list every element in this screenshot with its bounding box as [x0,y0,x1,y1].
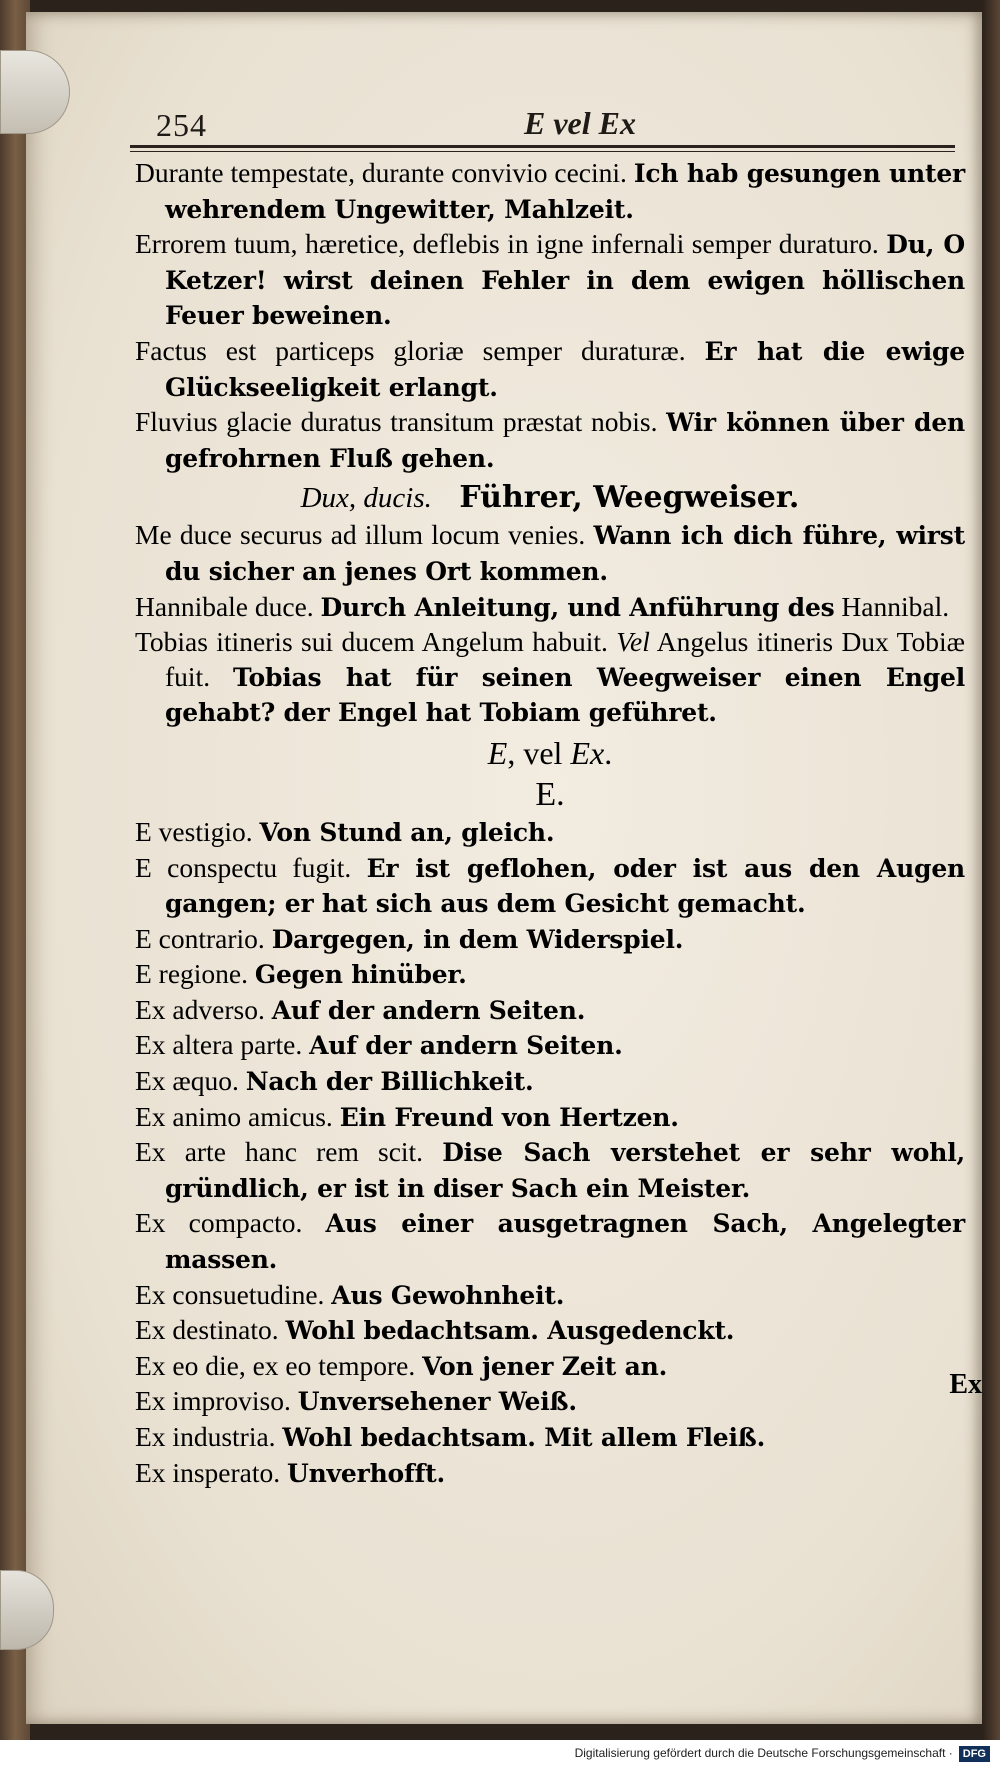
header-rule-thin [130,151,955,152]
latin-phrase: E regione. [135,958,249,990]
dictionary-entry [135,1206,965,1277]
german-translation: Aus einer ausgetragnen Sach, Angelegter massen. [165,1209,966,1275]
lemma-heading-dux [135,478,965,518]
running-head: E vel Ex [524,105,636,141]
german-translation: Unversehener Weiß. [297,1387,577,1417]
section-end: . [604,734,613,771]
latin-phrase: Hannibale duce. [135,590,314,622]
lemma-german: Führer, Weegweiser. [459,480,800,516]
dictionary-entry [135,922,965,958]
german-translation: Wohl bedachtsam. Ausgedenckt. [285,1316,735,1346]
latin-phrase: Ex altera parte. [135,1029,303,1061]
footer-credit: Digitalisierung gefördert durch die Deutsche Forschungsgemeinschaft · [574,1746,953,1760]
german-translation: Tobias hat für seinen Weegweiser einen Engel gehabt? der Engel hat Tobiam geführet. [165,662,966,728]
dictionary-entry [135,405,965,476]
dictionary-entry [135,1456,965,1492]
dictionary-entries [135,156,965,1491]
german-translation: Dise Sach verstehet er sehr wohl, gründlich, er ist in diser Sach ein Meister. [165,1138,965,1203]
dictionary-entry [135,1278,965,1314]
german-translation: Dargegen, in dem Widerspiel. [271,924,684,954]
section-alt: Ex [570,734,605,771]
catchword: Ex [949,1369,982,1400]
latin-phrase: Ex æquo. [135,1065,239,1097]
german-translation: Er ist geflohen, oder ist aus den Augen gangen; er hat sich aus dem Gesicht gemacht. [165,853,966,919]
latin-phrase: Tobias itineris sui ducem Angelum habuit. [135,626,608,658]
dictionary-entry [135,993,965,1029]
latin-phrase: Ex arte hanc rem scit. [135,1136,424,1168]
dictionary-entry [135,227,965,334]
latin-phrase: E contrario. [135,922,265,954]
vel-marker: Vel [616,626,650,658]
dictionary-entry [135,1064,965,1100]
latin-phrase-alt: Angelus itineris Dux Tobiæ fuit. [165,626,966,692]
german-translation: Aus Gewohnheit. [331,1280,565,1310]
german-translation: Unverhofft. [286,1458,445,1488]
latin-phrase: Fluvius glacie duratus transitum præstat nobis. [135,406,658,438]
header-rule [130,145,955,148]
german-translation: Von jener Zeit an. [422,1351,668,1381]
dictionary-entry [135,815,965,851]
german-translation: Gegen hinüber. [254,960,467,990]
german-translation: Nach der Billichkeit. [245,1067,534,1097]
dictionary-entry [135,156,965,227]
dictionary-entry [135,590,965,626]
german-translation: Wir können über den gefrohrnen Fluß gehen. [165,408,966,473]
latin-phrase: Me duce securus ad illum locum venies. [135,519,586,551]
latin-phrase: Ex insperato. [135,1456,281,1488]
digitization-footer [0,1740,1000,1766]
book-fore-edge [982,0,1000,1766]
dictionary-entry [135,1349,965,1385]
page-number: 254 [156,107,207,143]
german-translation: Durch Anleitung, und Anführung des [320,592,835,622]
german-translation: Von Stund an, gleich. [259,817,555,847]
latin-phrase: Ex consuetudine. [135,1278,325,1310]
latin-phrase: Ex destinato. [135,1314,279,1346]
page-header [156,107,976,157]
latin-phrase: Ex eo die, ex eo tempore. [135,1349,416,1381]
dictionary-entry [135,957,965,993]
latin-phrase: E vestigio. [135,815,253,847]
latin-phrase: Factus est particeps gloriæ semper duraturæ. [135,334,686,366]
section-heading [135,733,965,773]
german-translation: Er hat die ewige Glückseeligkeit erlangt. [165,336,965,402]
latin-phrase: Ex compacto. [135,1207,303,1239]
dictionary-entry [135,1420,965,1456]
dfg-logo: DFG [959,1746,990,1762]
latin-phrase: Ex industria. [135,1421,276,1452]
letter-heading: E. [535,775,565,813]
dictionary-entry [135,1384,965,1420]
german-translation: Wann ich dich führe, wirst du sicher an jenes Ort kommen. [165,521,966,586]
dictionary-entry [135,851,965,922]
dictionary-entry [135,1028,965,1064]
german-translation: Auf der andern Seiten. [271,995,586,1025]
dictionary-entry [135,1313,965,1349]
latin-phrase: Durante tempestate, durante convivio cecini. [135,157,627,188]
latin-phrase: Ex adverso. [135,993,265,1025]
german-translation: Ich hab gesungen unter wehrendem Ungewitter, Mahlzeit. [165,159,966,224]
dictionary-entry [135,334,965,405]
dictionary-entry [135,1135,965,1206]
section-vel: , vel [507,734,563,771]
dictionary-entry [135,625,965,731]
latin-phrase: Ex animo amicus. [135,1100,333,1132]
section-main: E [487,734,508,771]
german-translation: Wohl bedachtsam. Mit allem Fleiß. [282,1423,766,1452]
lemma-latin: Dux, ducis. [300,482,432,515]
latin-phrase: Errorem tuum, hæretice, deflebis in igne infernali semper duraturo. [135,228,879,260]
latin-phrase-tail: Hannibal. [841,590,950,622]
german-translation: Du, O Ketzer! wirst deinen Fehler in dem ewigen höllischen Feuer beweinen. [165,230,966,331]
german-translation: Ein Freund von Hertzen. [339,1102,679,1132]
dictionary-entry [135,1100,965,1136]
german-translation: Auf der andern Seiten. [309,1031,623,1061]
latin-phrase: Ex improviso. [135,1385,291,1417]
dictionary-entry [135,518,965,589]
latin-phrase: E conspectu fugit. [135,851,352,883]
